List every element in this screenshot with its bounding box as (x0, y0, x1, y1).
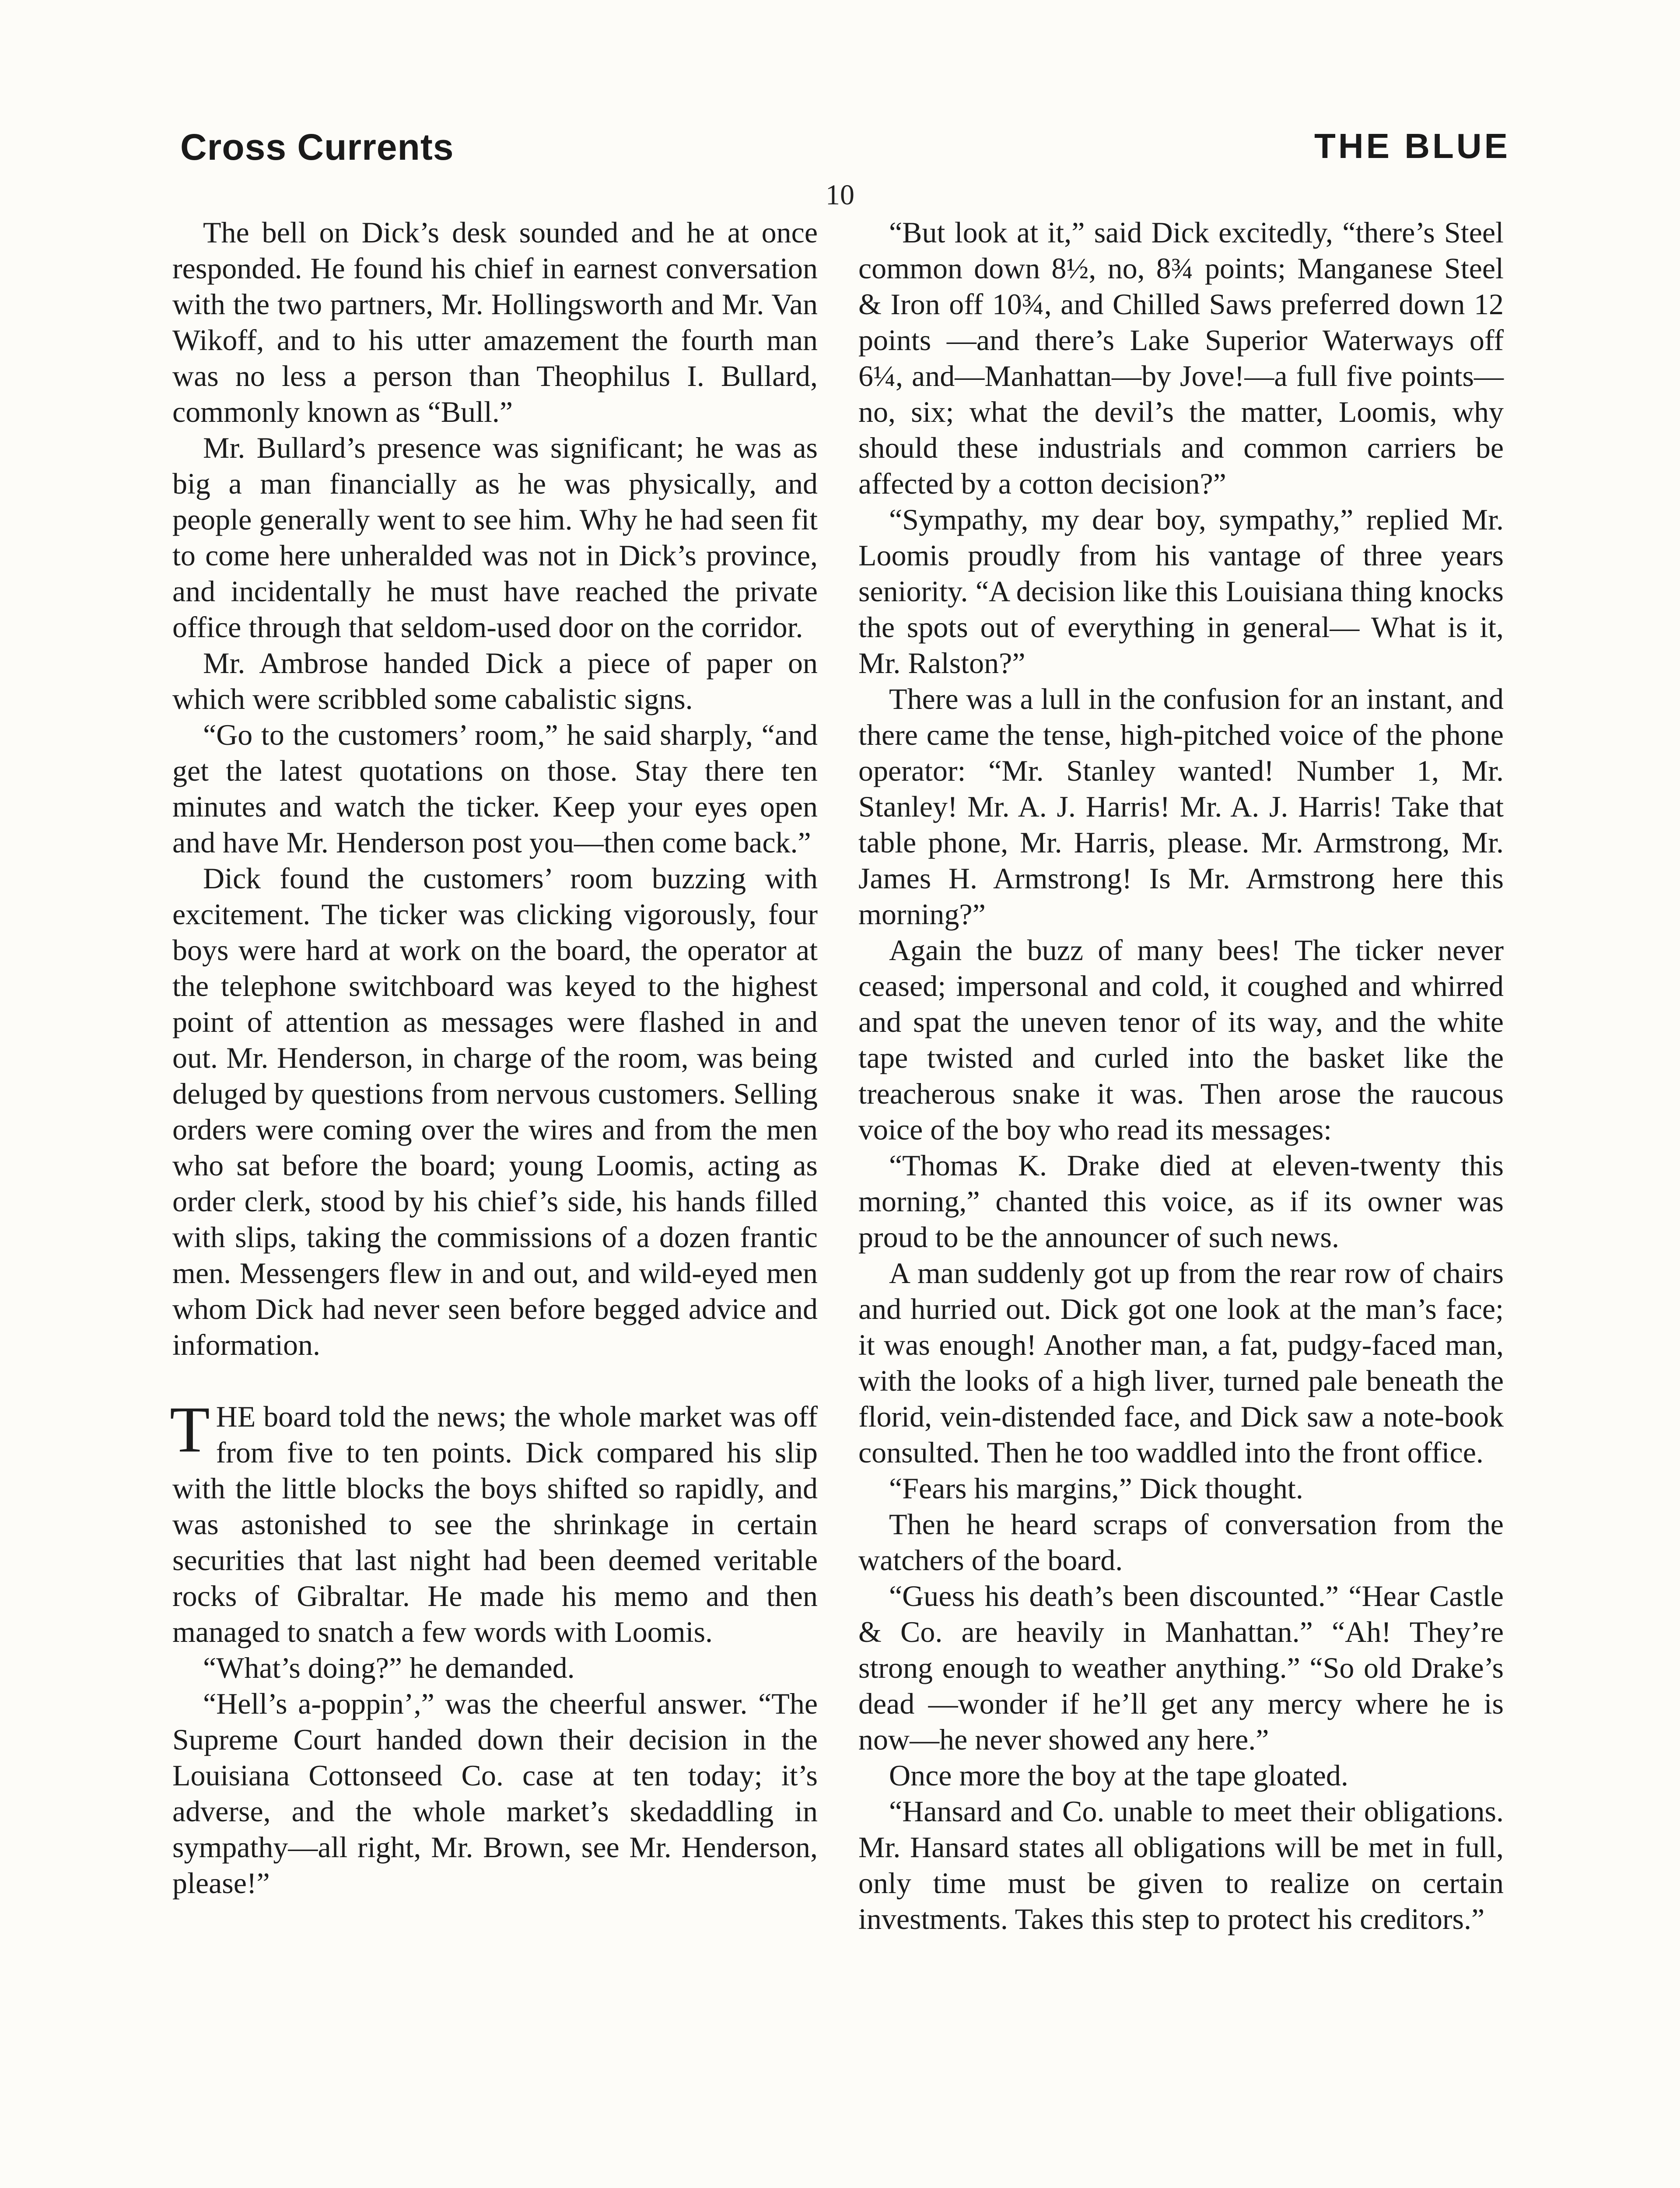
paragraph: “Guess his death’s been discounted.” “Hear Castle & Co. are heavily in Manhattan.” “Ah! They’re strong enough to weather anything.” “So old Drake’s dead —wonder if he’ll get any mercy where he is now—he never showed any here.” (858, 1579, 1504, 1756)
section-title: Cross Currents (180, 126, 454, 168)
paragraph: Mr. Bullard’s presence was significant; he was as big a man financially as he was physically, and people generally went to see him. Why he had seen fit to come here unheralded was not in Dick’s province, and incidentally he must have reached the private office through that seldom-used door on the corridor. (172, 431, 818, 644)
paragraph: The bell on Dick’s desk sounded and he at once responded. He found his chief in earnest conversation with the two partners, Mr. Hollingsworth and Mr. Van Wikoff, and to his utter amazement the fourth man was no less a person than Theophilus I. Bullard, commonly known as “Bull.” (172, 216, 818, 428)
paragraph: “Go to the customers’ room,” he said sharply, “and get the latest quotations on those. Stay there ten minutes and watch the ticker. Keep your eyes open and have Mr. Henderson post you—then come back.” (172, 718, 818, 859)
dropcap-paragraph (170, 1393, 818, 1650)
paragraph: A man suddenly got up from the rear row of chairs and hurried out. Dick got one look at the man’s face; it was enough! Another man, a fat, pudgy-faced man, with the looks of a high liver, turned pale beneath the florid, vein-distended face, and Dick saw a note-book consulted. Then he too waddled into the front office. (858, 1256, 1504, 1469)
paragraph: “Thomas K. Drake died at eleven-twenty this morning,” chanted this voice, as if its owner was proud to be the announcer of such news. (858, 1149, 1504, 1254)
paragraph: Again the buzz of many bees! The ticker never ceased; impersonal and cold, it coughed and whirred and spat the uneven tenor of its way, and the white tape twisted and curled into the basket like the treacherous snake it was. Then arose the raucous voice of the boy who read its messages: (858, 933, 1504, 1146)
page-number: 10 (826, 179, 854, 211)
paragraph: “What’s doing?” he demanded. (203, 1651, 575, 1684)
paragraph: Mr. Ambrose handed Dick a piece of paper on which were scribbled some cabalistic signs. (172, 646, 818, 715)
paragraph: “Hell’s a-poppin’,” was the cheerful answer. “The Supreme Court handed down their decision in the Louisiana Cottonseed Co. case at ten today; it’s adverse, and the whole market’s skedaddling in sympathy—all right, Mr. Brown, see Mr. Henderson, please!” (172, 1687, 818, 1900)
paragraph: “Sympathy, my dear boy, sympathy,” replied Mr. Loomis proudly from his vantage of three years seniority. “A decision like this Louisiana thing knocks the spots out of everything in general— What is it, Mr. Ralston?” (858, 503, 1504, 680)
magazine-title: THE BLUE (1314, 126, 1510, 165)
paragraph: There was a lull in the confusion for an instant, and there came the tense, high-pitched voice of the phone operator: “Mr. Stanley wanted! Number 1, Mr. Stanley! Mr. A. J. Harris! Mr. A. J. Harris! Take that table phone, Mr. Harris, please. Mr. Armstrong, Mr. James H. Armstrong! Is Mr. Armstrong here this morning?” (858, 682, 1504, 931)
left-text-column (172, 214, 818, 1901)
paragraph: “But look at it,” said Dick excitedly, “there’s Steel common down 8½, no, 8¾ points; Manganese Steel & Iron off 10¾, and Chilled Saws preferred down 12 points —and there’s Lake Superior Waterways off 6¼, and—Manhattan—by Jove!—a full five points—no, six; what the devil’s the matter, Loomis, why should these industrials and common carriers be affected by a cotton decision?” (858, 216, 1504, 500)
dropcap-paragraph-text: HE board told the news; the whole market was off from five to ten points. Dick compared his slip with the little blocks the boys shifted so rapidly, and was astonished to see the shrinkage in certain securities that last night had been deemed veritable rocks of Gibraltar. He made his memo and then managed to snatch a few words with Loomis. (172, 1400, 818, 1648)
right-text-column (858, 214, 1504, 1937)
paragraph: Then he heard scraps of conversation from the watchers of the board. (858, 1508, 1504, 1577)
drop-cap: T (170, 1393, 210, 1466)
paragraph: Dick found the customers’ room buzzing with excitement. The ticker was clicking vigorously, four boys were hard at work on the board, the operator at the telephone switchboard was keyed to the highest point of attention as messages were flashed in and out. Mr. Henderson, in charge of the room, was being deluged by questions from nervous customers. Selling orders were coming over the wires and from the men who sat before the board; young Loomis, acting as order clerk, stood by his chief’s side, his hands filled with slips, taking the commissions of a dozen frantic men. Messengers flew in and out, and wild-eyed men whom Dick had never seen before begged advice and information. (172, 862, 818, 1361)
paragraph: “Hansard and Co. unable to meet their obligations. Mr. Hansard states all obligations will be met in full, only time must be given to realize on certain investments. Takes this step to protect his creditors.” (858, 1795, 1504, 1936)
paragraph: “Fears his margins,” Dick thought. (889, 1472, 1303, 1505)
paragraph: Once more the boy at the tape gloated. (889, 1759, 1348, 1792)
